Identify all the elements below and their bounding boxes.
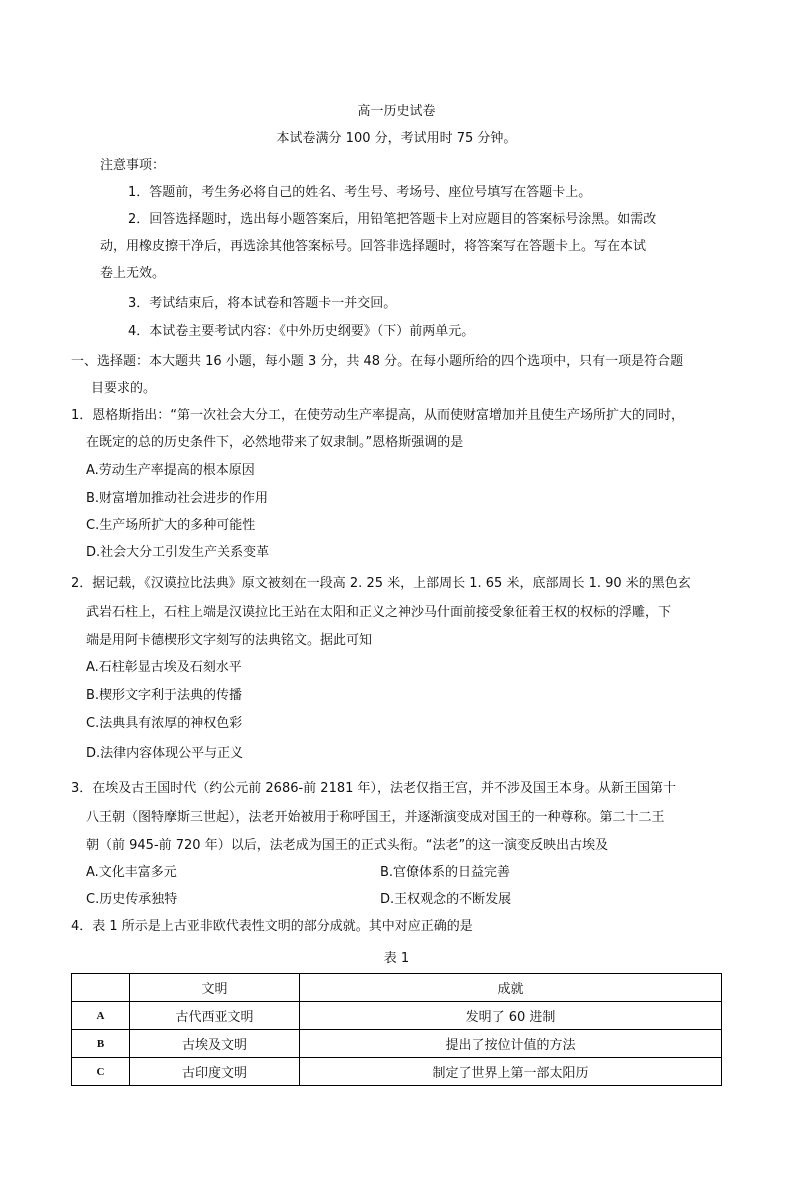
- question-3-option-a: A.文化丰富多元: [86, 865, 177, 880]
- table-caption: 表 1: [383, 951, 410, 966]
- question-2-option-c: C.法典具有浓厚的神权色彩: [86, 716, 243, 731]
- table-header-cell: [72, 974, 130, 1002]
- question-1-stem-line-2: 在既定的总的历史条件下，必然地带来了奴隶制。”恩格斯强调的是: [86, 435, 464, 450]
- table-cell-achievement: 提出了按位计值的方法: [300, 1030, 722, 1058]
- table-header-achievement: 成就: [300, 974, 722, 1002]
- notice-item-4: 4．本试卷主要考试内容：《中外历史纲要》（下）前两单元。: [128, 324, 475, 339]
- exam-subtitle: 本试卷满分 100 分，考试用时 75 分钟。: [276, 131, 517, 146]
- question-3-option-b: B.官僚体系的日益完善: [380, 865, 511, 880]
- question-2-option-d: D.法律内容体现公平与正义: [86, 746, 244, 761]
- question-3-option-d: D.王权观念的不断发展: [380, 892, 512, 907]
- question-3-option-c: C.历史传承独特: [86, 892, 178, 907]
- table-row: [72, 1030, 722, 1058]
- question-4-stem: 4．表 1 所示是上古亚非欧代表性文明的部分成就。其中对应正确的是: [71, 919, 473, 934]
- section-1-heading-cont: 目要求的。: [91, 381, 157, 396]
- notice-item-3: 3．考试结束后，将本试卷和答题卡一并交回。: [128, 296, 397, 311]
- question-3-stem-line-3: 朝（前 945-前 720 年）以后，法老成为国王的正式头衔。“法老”的这一演变反映出古埃及: [86, 838, 609, 853]
- question-2-option-a: A.石柱彰显古埃及石刻水平: [86, 660, 242, 675]
- question-1-option-c: C.生产场所扩大的多种可能性: [86, 518, 256, 533]
- table-cell-civilization: 古印度文明: [130, 1058, 300, 1086]
- question-3-stem-line-1: 3．在埃及古王国时代（约公元前 2686-前 2181 年），法老仅指王宫，并不涉及国王本身。从新王国第十: [71, 781, 677, 796]
- table-header-row: [72, 974, 722, 1002]
- question-1-option-d: D.社会大分工引发生产关系变革: [86, 545, 270, 560]
- table-cell-option: B: [72, 1030, 130, 1058]
- achievements-table: [71, 973, 722, 1086]
- notice-item-2-line-2: 动，用橡皮擦干净后，再选涂其他答案标号。回答非选择题时，将答案写在答题卡上。写在本试: [100, 239, 647, 254]
- question-2-option-b: B.楔形文字利于法典的传播: [86, 688, 243, 703]
- table-row: [72, 1058, 722, 1086]
- question-2-stem-line-3: 端是用阿卡德楔形文字刻写的法典铭文。据此可知: [86, 633, 373, 648]
- section-1-heading: 一、选择题：本大题共 16 小题，每小题 3 分，共 48 分。在每小题所给的四个选项中，只有一项是符合题: [71, 354, 684, 369]
- question-1-option-a: A.劳动生产率提高的根本原因: [86, 463, 255, 478]
- notice-item-2-line-1: 2．回答选择题时，选出每小题答案后，用铅笔把答题卡上对应题目的答案标号涂黑。如需改: [128, 212, 657, 227]
- question-3-stem-line-2: 八王朝（图特摩斯三世起），法老开始被用于称呼国王，并逐渐演变成对国王的一种尊称。第二十二王: [86, 810, 665, 825]
- table-header-civilization: 文明: [130, 974, 300, 1002]
- exam-title: 高一历史试卷: [357, 104, 436, 119]
- table-row: [72, 1002, 722, 1030]
- notice-item-2-line-3: 卷上无效。: [100, 266, 166, 281]
- question-1-stem-line-1: 1．恩格斯指出：“第一次社会大分工，在使劳动生产率提高，从而使财富增加并且使生产场所扩大的同时，: [71, 408, 685, 423]
- notice-heading: 注意事项：: [100, 158, 166, 173]
- table-cell-option: A: [72, 1002, 130, 1030]
- table-cell-achievement: 发明了 60 进制: [300, 1002, 722, 1030]
- question-1-option-b: B.财富增加推动社会进步的作用: [86, 491, 269, 506]
- notice-item-1: 1．答题前，考生务必将自己的姓名、考生号、考场号、座位号填写在答题卡上。: [128, 185, 592, 200]
- question-2-stem-line-1: 2．据记载，《汉谟拉比法典》原文被刻在一段高 2. 25 米，上部周长 1. 65 米，底部周长 1. 90 米的黑色玄: [71, 576, 691, 591]
- question-2-stem-line-2: 武岩石柱上，石柱上端是汉谟拉比王站在太阳和正义之神沙马什面前接受象征着王权的权标的浮雕，下: [86, 605, 672, 620]
- table-cell-civilization: 古代西亚文明: [130, 1002, 300, 1030]
- table-cell-option: C: [72, 1058, 130, 1086]
- table-cell-civilization: 古埃及文明: [130, 1030, 300, 1058]
- table-cell-achievement: 制定了世界上第一部太阳历: [300, 1058, 722, 1086]
